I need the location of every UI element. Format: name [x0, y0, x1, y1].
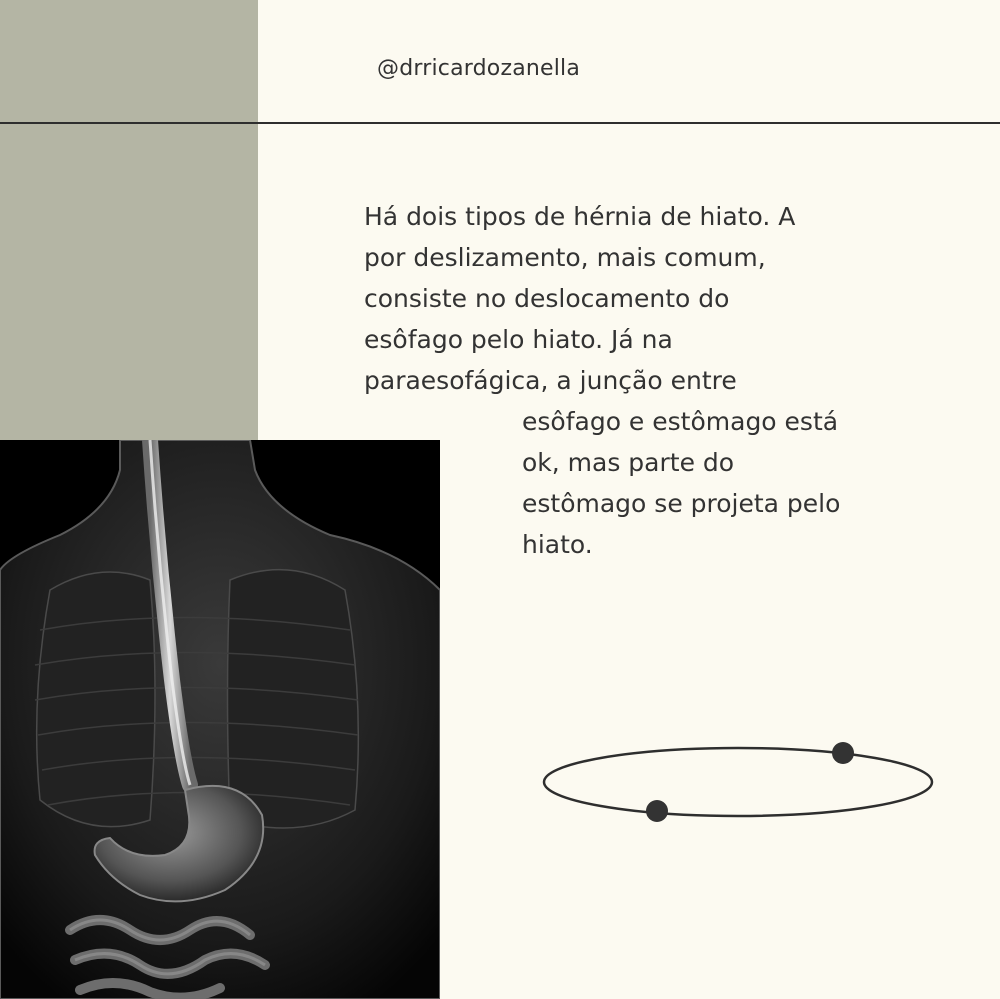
- anatomy-illustration: [0, 440, 440, 999]
- orbit-dot: [832, 742, 854, 764]
- paragraph-line: paraesofágica, a junção entre: [364, 366, 737, 395]
- author-handle: @drricardozanella: [377, 56, 581, 81]
- paragraph-line: esôfago e estômago está: [522, 407, 839, 436]
- torso-xray-illustration: [0, 440, 440, 999]
- paragraph-line: por deslizamento, mais comum,: [364, 243, 766, 272]
- header-divider: [0, 122, 1000, 124]
- paragraph-line: estômago se projeta pelo: [522, 489, 841, 518]
- paragraph-line: hiato.: [522, 530, 593, 559]
- orbit-dot: [646, 800, 668, 822]
- orbit-decoration: [538, 738, 938, 828]
- main-paragraph: [364, 196, 924, 565]
- orbit-ellipse: [544, 748, 932, 816]
- paragraph-line: esôfago pelo hiato. Já na: [364, 325, 673, 354]
- paragraph-line: consiste no deslocamento do: [364, 284, 730, 313]
- paragraph-line: Há dois tipos de hérnia de hiato. A: [364, 202, 796, 231]
- decorative-side-block: [0, 0, 258, 440]
- paragraph-line: ok, mas parte do: [522, 448, 735, 477]
